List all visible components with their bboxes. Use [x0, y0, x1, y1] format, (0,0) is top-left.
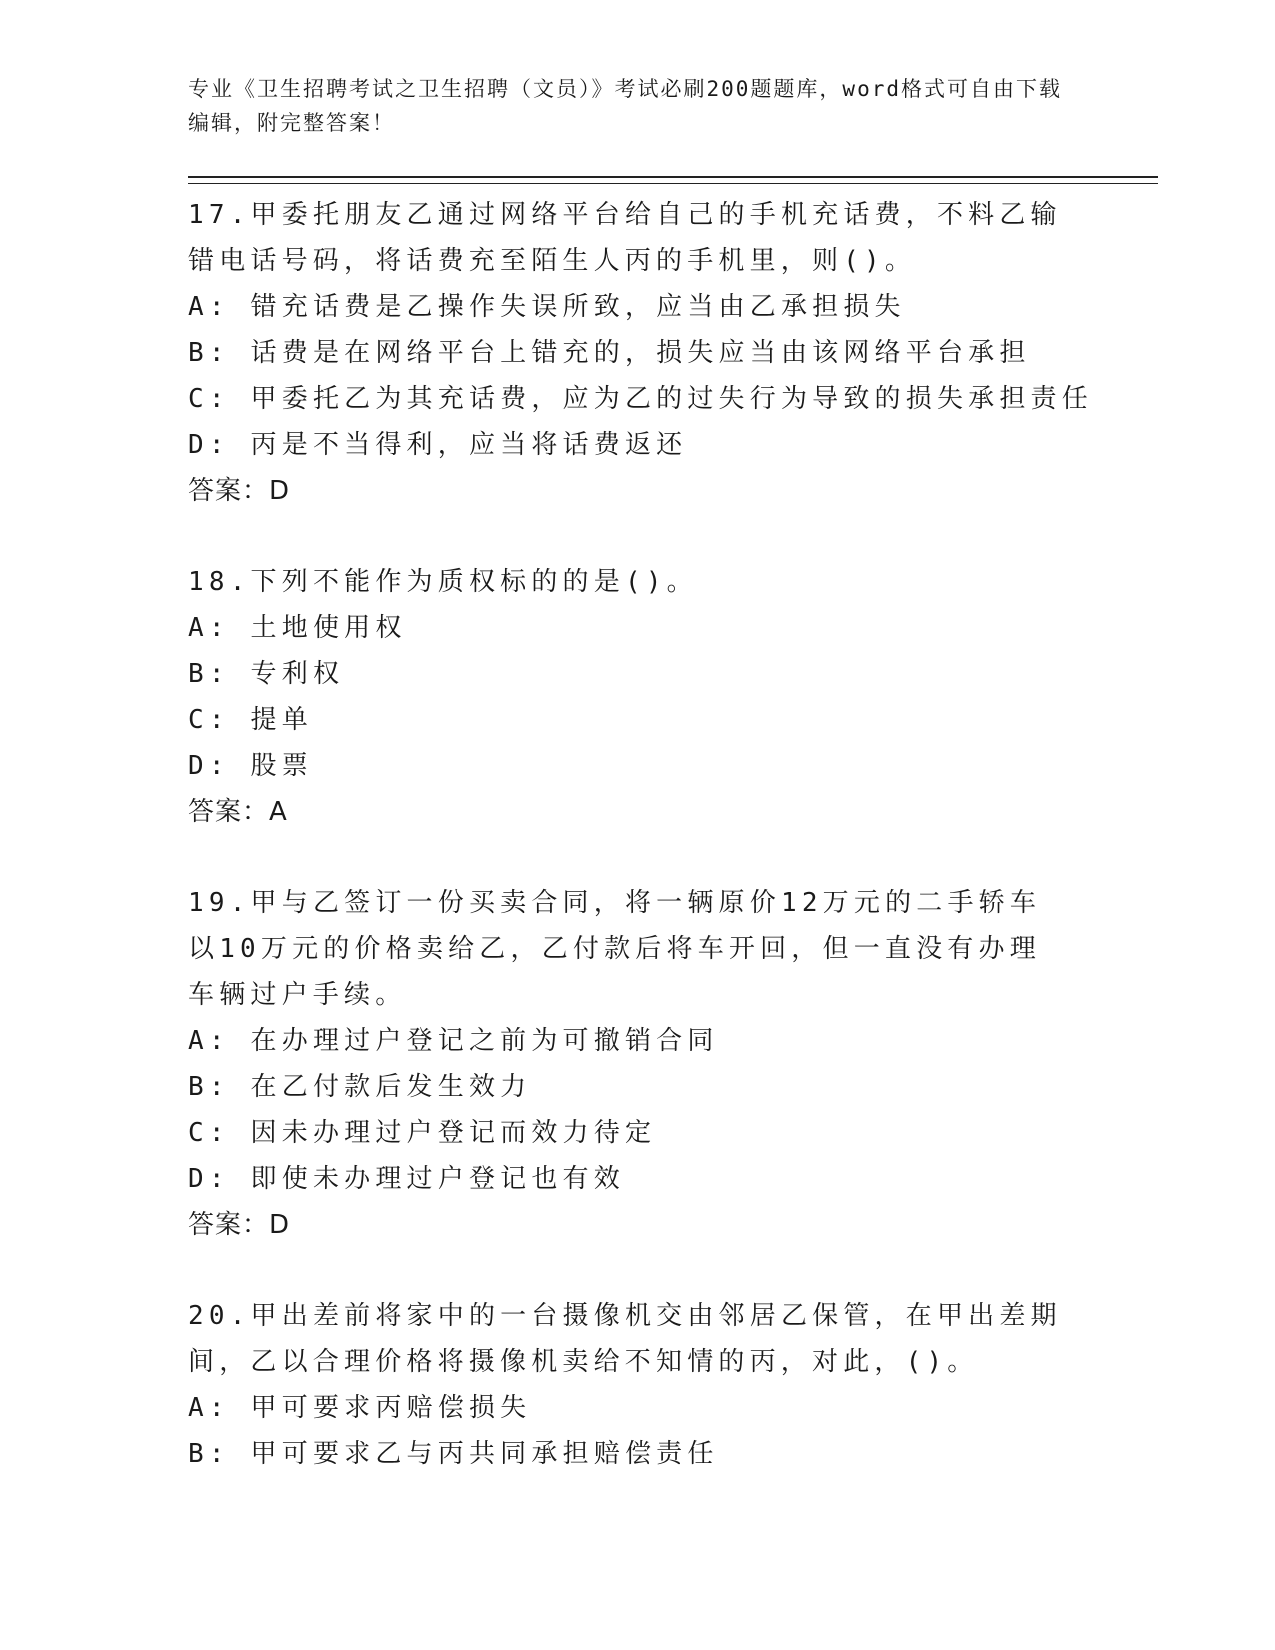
question-18: [188, 559, 1158, 835]
option-c: C: 因未办理过户登记而效力待定: [188, 1118, 657, 1148]
option-b: B: 话费是在网络平台上错充的，损失应当由该网络平台承担: [188, 338, 1031, 368]
answer: 答案：A: [188, 797, 288, 827]
option-a: A: 甲可要求丙赔偿损失: [188, 1393, 532, 1423]
question-17: [188, 192, 1158, 514]
question-stem: 20.甲出差前将家中的一台摄像机交由邻居乙保管，在甲出差期间，乙以合理价格将摄像机卖给不知情的丙，对此，()。: [188, 1301, 1062, 1377]
option-b: B: 在乙付款后发生效力: [188, 1072, 532, 1102]
option-d: D: 丙是不当得利，应当将话费返还: [188, 430, 688, 460]
spacer: [188, 835, 1158, 880]
option-b: B: 甲可要求乙与丙共同承担赔偿责任: [188, 1439, 719, 1469]
header-divider: [188, 176, 1158, 184]
question-19: [188, 880, 1158, 1248]
option-d: D: 股票: [188, 751, 313, 781]
option-a: A: 土地使用权: [188, 613, 407, 643]
option-b: B: 专利权: [188, 659, 345, 689]
document-page: [188, 72, 1158, 1477]
option-a: A: 在办理过户登记之前为可撤销合同: [188, 1026, 719, 1056]
document-header: 专业《卫生招聘考试之卫生招聘（文员）》考试必刷200题题库，word格式可自由下载编辑，附完整答案！: [188, 77, 1062, 135]
option-c: C: 提单: [188, 705, 313, 735]
option-c: C: 甲委托乙为其充话费，应为乙的过失行为导致的损失承担责任: [188, 384, 1093, 414]
question-20: [188, 1293, 1158, 1477]
answer: 答案：D: [188, 476, 291, 506]
spacer: [188, 1248, 1158, 1293]
question-stem: 17.甲委托朋友乙通过网络平台给自己的手机充话费，不料乙输错电话号码，将话费充至陌生人丙的手机里，则()。: [188, 200, 1062, 276]
option-d: D: 即使未办理过户登记也有效: [188, 1164, 625, 1194]
option-a: A: 错充话费是乙操作失误所致，应当由乙承担损失: [188, 292, 906, 322]
question-stem: 19.甲与乙签订一份买卖合同，将一辆原价12万元的二手轿车以10万元的价格卖给乙，乙付款后将车开回，但一直没有办理车辆过户手续。: [188, 888, 1042, 1010]
answer: 答案：D: [188, 1210, 291, 1240]
spacer: [188, 514, 1158, 559]
question-stem: 18.下列不能作为质权标的的是()。: [188, 567, 698, 597]
